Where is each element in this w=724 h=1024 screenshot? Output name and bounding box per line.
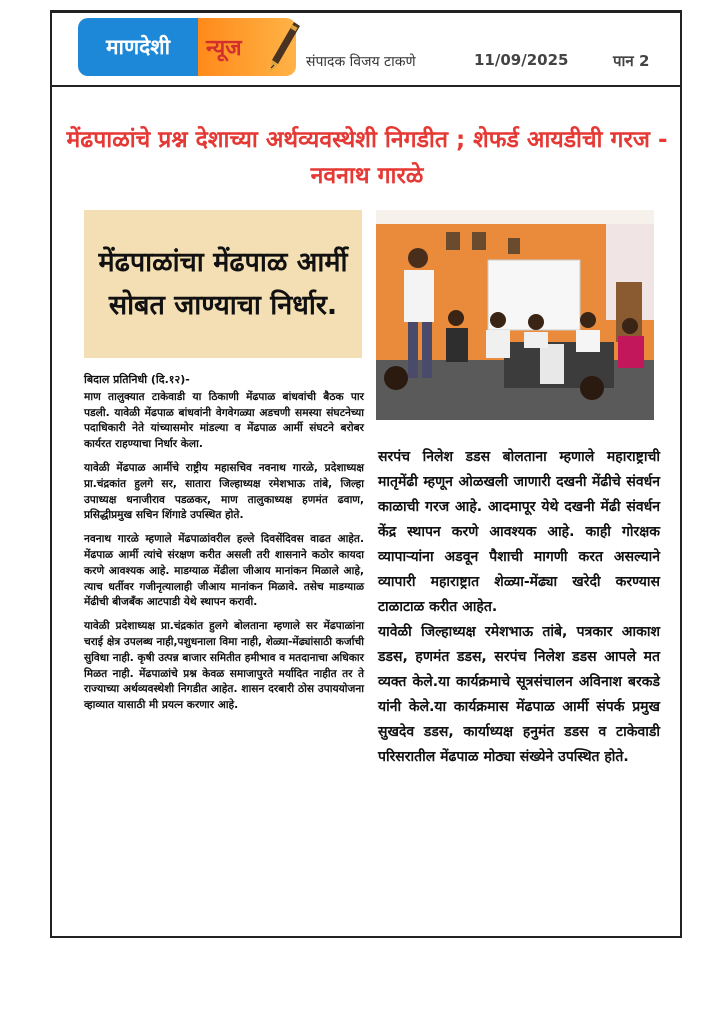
masthead-name-part2: न्यूज <box>206 36 242 61</box>
article-paragraph: यावेळी प्रदेशाध्यक्ष प्रा.चंद्रकांत हुलगे बोलताना म्हणाले सर मेंढपाळांना चराई क्षेत्र उपलब्ध नाही,पशुधनाला विमा नाही, शेळ्या-मेंढ्यांसाठी कर्जाची सुविधा नाही. कृषी उत्पन्न बाजार समितीत हमीभाव व मतदानाचा अधिकार मिळत नाही. मेंढपाळांचे प्रश्न केवळ समाजापुरते मर्यादित नाहीत तर ते राज्याच्या अर्थव्यवस्थेशी निगडीत आहेत. शासन दरबारी ठोस उपाययोजना व्हाव्यात यासाठी मी प्रयत्न करणार आहे. <box>84 620 364 712</box>
issue-date: 11/09/2025 <box>474 51 569 69</box>
article-right-column <box>378 445 660 770</box>
article-paragraph: यावेळी जिल्हाध्यक्ष रमेशभाऊ तांबे, पत्रकार आकाश डडस, हणमंत डडस, सरपंच निलेश डडस आपले मत व्यक्त केले.या कार्यक्रमाचे सूत्रसंचालन अविनाश बरकडे यांनी केले.या कार्यक्रमास मेंढपाळ आर्मी संपर्क प्रमुख सुखदेव डडस, कार्याध्यक्ष हनुमंत डडस व टाकेवाडी परिसरातील मेंढपाळ मोठ्या संख्येने उपस्थित होते. <box>378 624 660 765</box>
masthead-name-part1: माणदेशी <box>105 35 171 59</box>
article-paragraph: नवनाथ गारळे म्हणाले मेंढपाळांवरील हल्ले दिवसेंदिवस वाढत आहेत. मेंढपाळ आर्मी त्यांचे संरक्षण करीत असली तरी शासनाने कठोर कायदा करणे आवश्यक आहे. माडग्याळ मेंढीला जीआय मानांकन मिळाले आहे, त्याच धर्तीवर गजीनृत्यालाही जीआय मानांकन मिळावे. तसेच माडग्याळ मेंढीची बीजबँक आटपाडी येथे स्थापन करावी. <box>84 533 364 609</box>
article-paragraph: माण तालुक्यात टाकेवाडी या ठिकाणी मेंढपाळ बांधवांची बैठक पार पडली. यावेळी मेंढपाळ बांधवांनी वेगवेगळ्या अडचणी समस्या संघटनेच्या पदाधिकारी नेते यांच्यासमोर मांडल्या व मेंढपाळ आर्मी संघटने बरोबर कार्यरत राहण्याचा निर्धार केला. <box>84 390 364 451</box>
fountain-pen-icon <box>264 20 304 74</box>
article-paragraph: यावेळी मेंढपाळ आर्मीचे राष्ट्रीय महासचिव नवनाथ गारळे, प्रदेशाध्यक्ष प्रा.चंद्रकांत हुलगे सर, सातारा जिल्हाध्यक्ष रमेशभाऊ तांबे, जिल्हा उपाध्यक्ष धनाजीराव पडळकर, माण तालुकाध्यक्ष हणमंत ढवाण, प्रसिद्धीप्रमुख सचिन शिंगाडे उपस्थित होते. <box>84 461 364 522</box>
meeting-photo-illustration <box>376 210 654 420</box>
masthead-blue-panel <box>78 18 198 76</box>
article-paragraph: सरपंच निलेश डडस बोलताना म्हणाले महाराष्ट्राची मातृमेंढी म्हणून ओळखली जाणारी दखनी मेंढीचे संवर्धन काळाची गरज आहे. आदमापूर येथे दखनी मेंढी संवर्धन केंद्र स्थापन करणे आवश्यक आहे. काही गोरक्षक व्यापाऱ्यांना अडवून पैशाची मागणी करत असल्याने व्यापारी महाराष्ट्रात शेळ्या-मेंढ्या खरेदी करण्यास टाळाटाळ करीत आहेत. <box>378 449 660 615</box>
header-top-rule <box>52 10 680 13</box>
byline: बिदाल प्रतिनिधी (दि.१२)- <box>84 373 190 386</box>
meeting-photo <box>376 210 654 420</box>
header-bottom-rule <box>52 85 680 87</box>
article-left-column <box>84 372 364 722</box>
page-number: पान 2 <box>613 52 650 70</box>
subheadline: मेंढपाळांचा मेंढपाळ आर्मी सोबत जाण्याचा निर्धार. <box>98 247 348 321</box>
subheadline-box <box>84 210 362 358</box>
masthead-logo <box>78 18 296 76</box>
editor-name: संपादक विजय टाकणे <box>306 54 416 70</box>
main-headline: मेंढपाळांचे प्रश्न देशाच्या अर्थव्यवस्थेशी निगडीत ; शेफर्ड आयडीची गरज - नवनाथ गारळे <box>66 127 668 189</box>
